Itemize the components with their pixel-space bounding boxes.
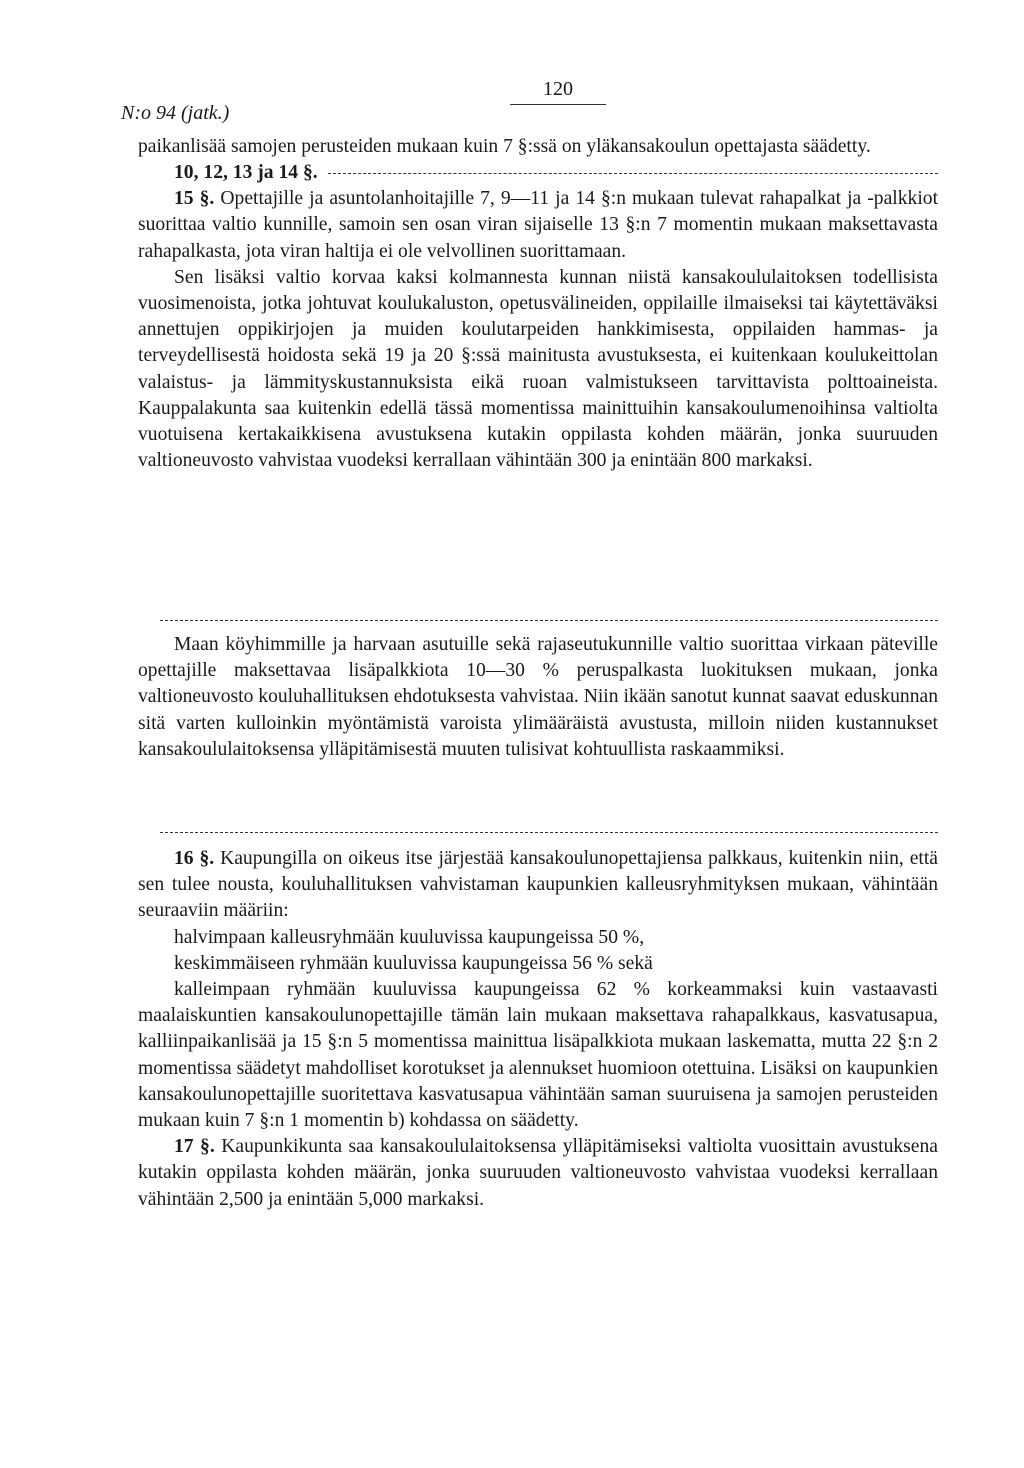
paragraph-16-text: Kaupungilla on oikeus itse järjestää kansakoulunopettajiensa palkkaus, kuitenkin niin, että sen tulee nousta, kouluhallituksen vahvistaman kaupunkien kalleusryhmityksen mukaan, vähintään seuraaviin määriin: (138, 848, 938, 922)
omission-dash-line (328, 173, 938, 174)
paragraph-16 (138, 846, 938, 925)
omission-dash-line (160, 620, 938, 621)
running-head: N:o 94 (jatk.) (121, 102, 230, 124)
paragraph-16-number: 16 §. (174, 848, 215, 869)
paragraph-17-number: 17 §. (174, 1136, 215, 1158)
paragraph-15-number: 15 §. (174, 188, 215, 210)
paragraph-15-text: Opettajille ja asuntolanhoitajille 7, 9—11 ja 14 §:n mukaan tulevat rahapalkat ja -palkkiot suorittaa valtio kunnille, samoin sen osan viran sijaiselle 13 §:n 7 momentin mukaan maksettavasta rahapalkasta, jota viran haltija ei ole velvollinen suorittamaan. (138, 188, 939, 262)
continuation-paragraph: paikanlisää samojen perusteiden mukaan kuin 7 §:ssä on yläkansakoulun opettajasta säädetty. (138, 136, 871, 157)
page-number-rule (510, 104, 606, 105)
supplementary-pay-paragraph: Maan köyhimmille ja harvaan asutuille sekä rajaseutukunnille valtio suorittaa virkaan päteville opettajille maksettavaa lisäpalkkiota 10—30 % peruspalkasta luokituksen mukaan, jonka valtioneuvosto kouluhallituksen ehdotuksesta vahvistaa. Niin ikään sanotut kunnat saavat eduskunnan sitä varten kulloinkin myöntämistä varoista ylimääräistä avustusta, milloin niiden kustannukset kansakoululaitoksensa ylläpitämisestä muuten tulisivat kohtuullista raskaammiksi. (138, 634, 938, 760)
omission-dash-line (160, 832, 938, 833)
section-three (138, 846, 938, 1213)
paragraph-15 (138, 186, 938, 265)
section-one (138, 134, 938, 474)
list-item: keskimmäiseen ryhmään kuuluvissa kaupungeissa 56 % sekä (174, 952, 653, 974)
omitted-sections-heading (138, 160, 938, 186)
paragraph-15-second: Sen lisäksi valtio korvaa kaksi kolmannesta kunnan niistä kansakoululaitoksen todellisista vuosimenoista, jotka johtuvat koulukaluston, opetusvälineiden, oppilaille ilmaiseksi tai käytettäväksi annettujen oppikirjojen ja muiden koulutarpeiden hankkimisesta, oppilaiden hammas- ja terveydellisestä hoidosta sekä 19 ja 20 §:ssä mainitusta avustuksesta, ei kuitenkaan koulukeittolan valaistus- ja lämmityskustannuksista eikä ruoan valmistukseen tarvittavista polttoaineista. Kauppalakunta saa kuitenkin edellä tässä momentissa mainittuihin kansakoulumenoihinsa valtiolta vuotuisena kertakaikkisena avustuksena kutakin oppilasta kohden määrän, jonka suuruuden valtioneuvosto vahvistaa vuodeksi kerrallaan vähintään 300 ja enintään 800 markaksi. (138, 266, 938, 472)
paragraph-17-text: Kaupunkikunta saa kansakoululaitoksensa ylläpitämiseksi valtiolta vuosittain avustuksena kutakin oppilasta kohden määrän, jonka suuruuden valtioneuvosto vahvistaa vuodeksi kerrallaan vähintään 2,500 ja enintään 5,000 markaksi. (138, 1136, 938, 1210)
list-item: kalleimpaan ryhmään kuuluvissa kaupungeissa 62 % korkeammaksi kuin vastaavasti maalaiskuntien kansakoulunopettajille tämän lain mukaan maksettava rahapalkkaus, kasvatusapua, kalliinpaikanlisää ja 15 §:n 5 momentissa mainittua lisäpalkkiota mukaan laskematta, mutta 22 §:n 2 momentissa säädetyt mahdolliset korotukset ja alennukset huomioon otettuina. Lisäksi on kaupunkien kansakoulunopettajille suoritettava kasvatusapua vähintään saman suuruisena ja samojen perusteiden mukaan kuin 7 §:n 1 momentin b) kohdassa on säädetty. (138, 979, 938, 1132)
omitted-sections-label: 10, 12, 13 ja 14 §. (174, 162, 318, 184)
paragraph-17 (138, 1134, 938, 1213)
page-number: 120 (543, 78, 573, 100)
section-two (138, 632, 938, 763)
list-item: halvimpaan kalleusryhmään kuuluvissa kaupungeissa 50 %, (174, 926, 645, 948)
